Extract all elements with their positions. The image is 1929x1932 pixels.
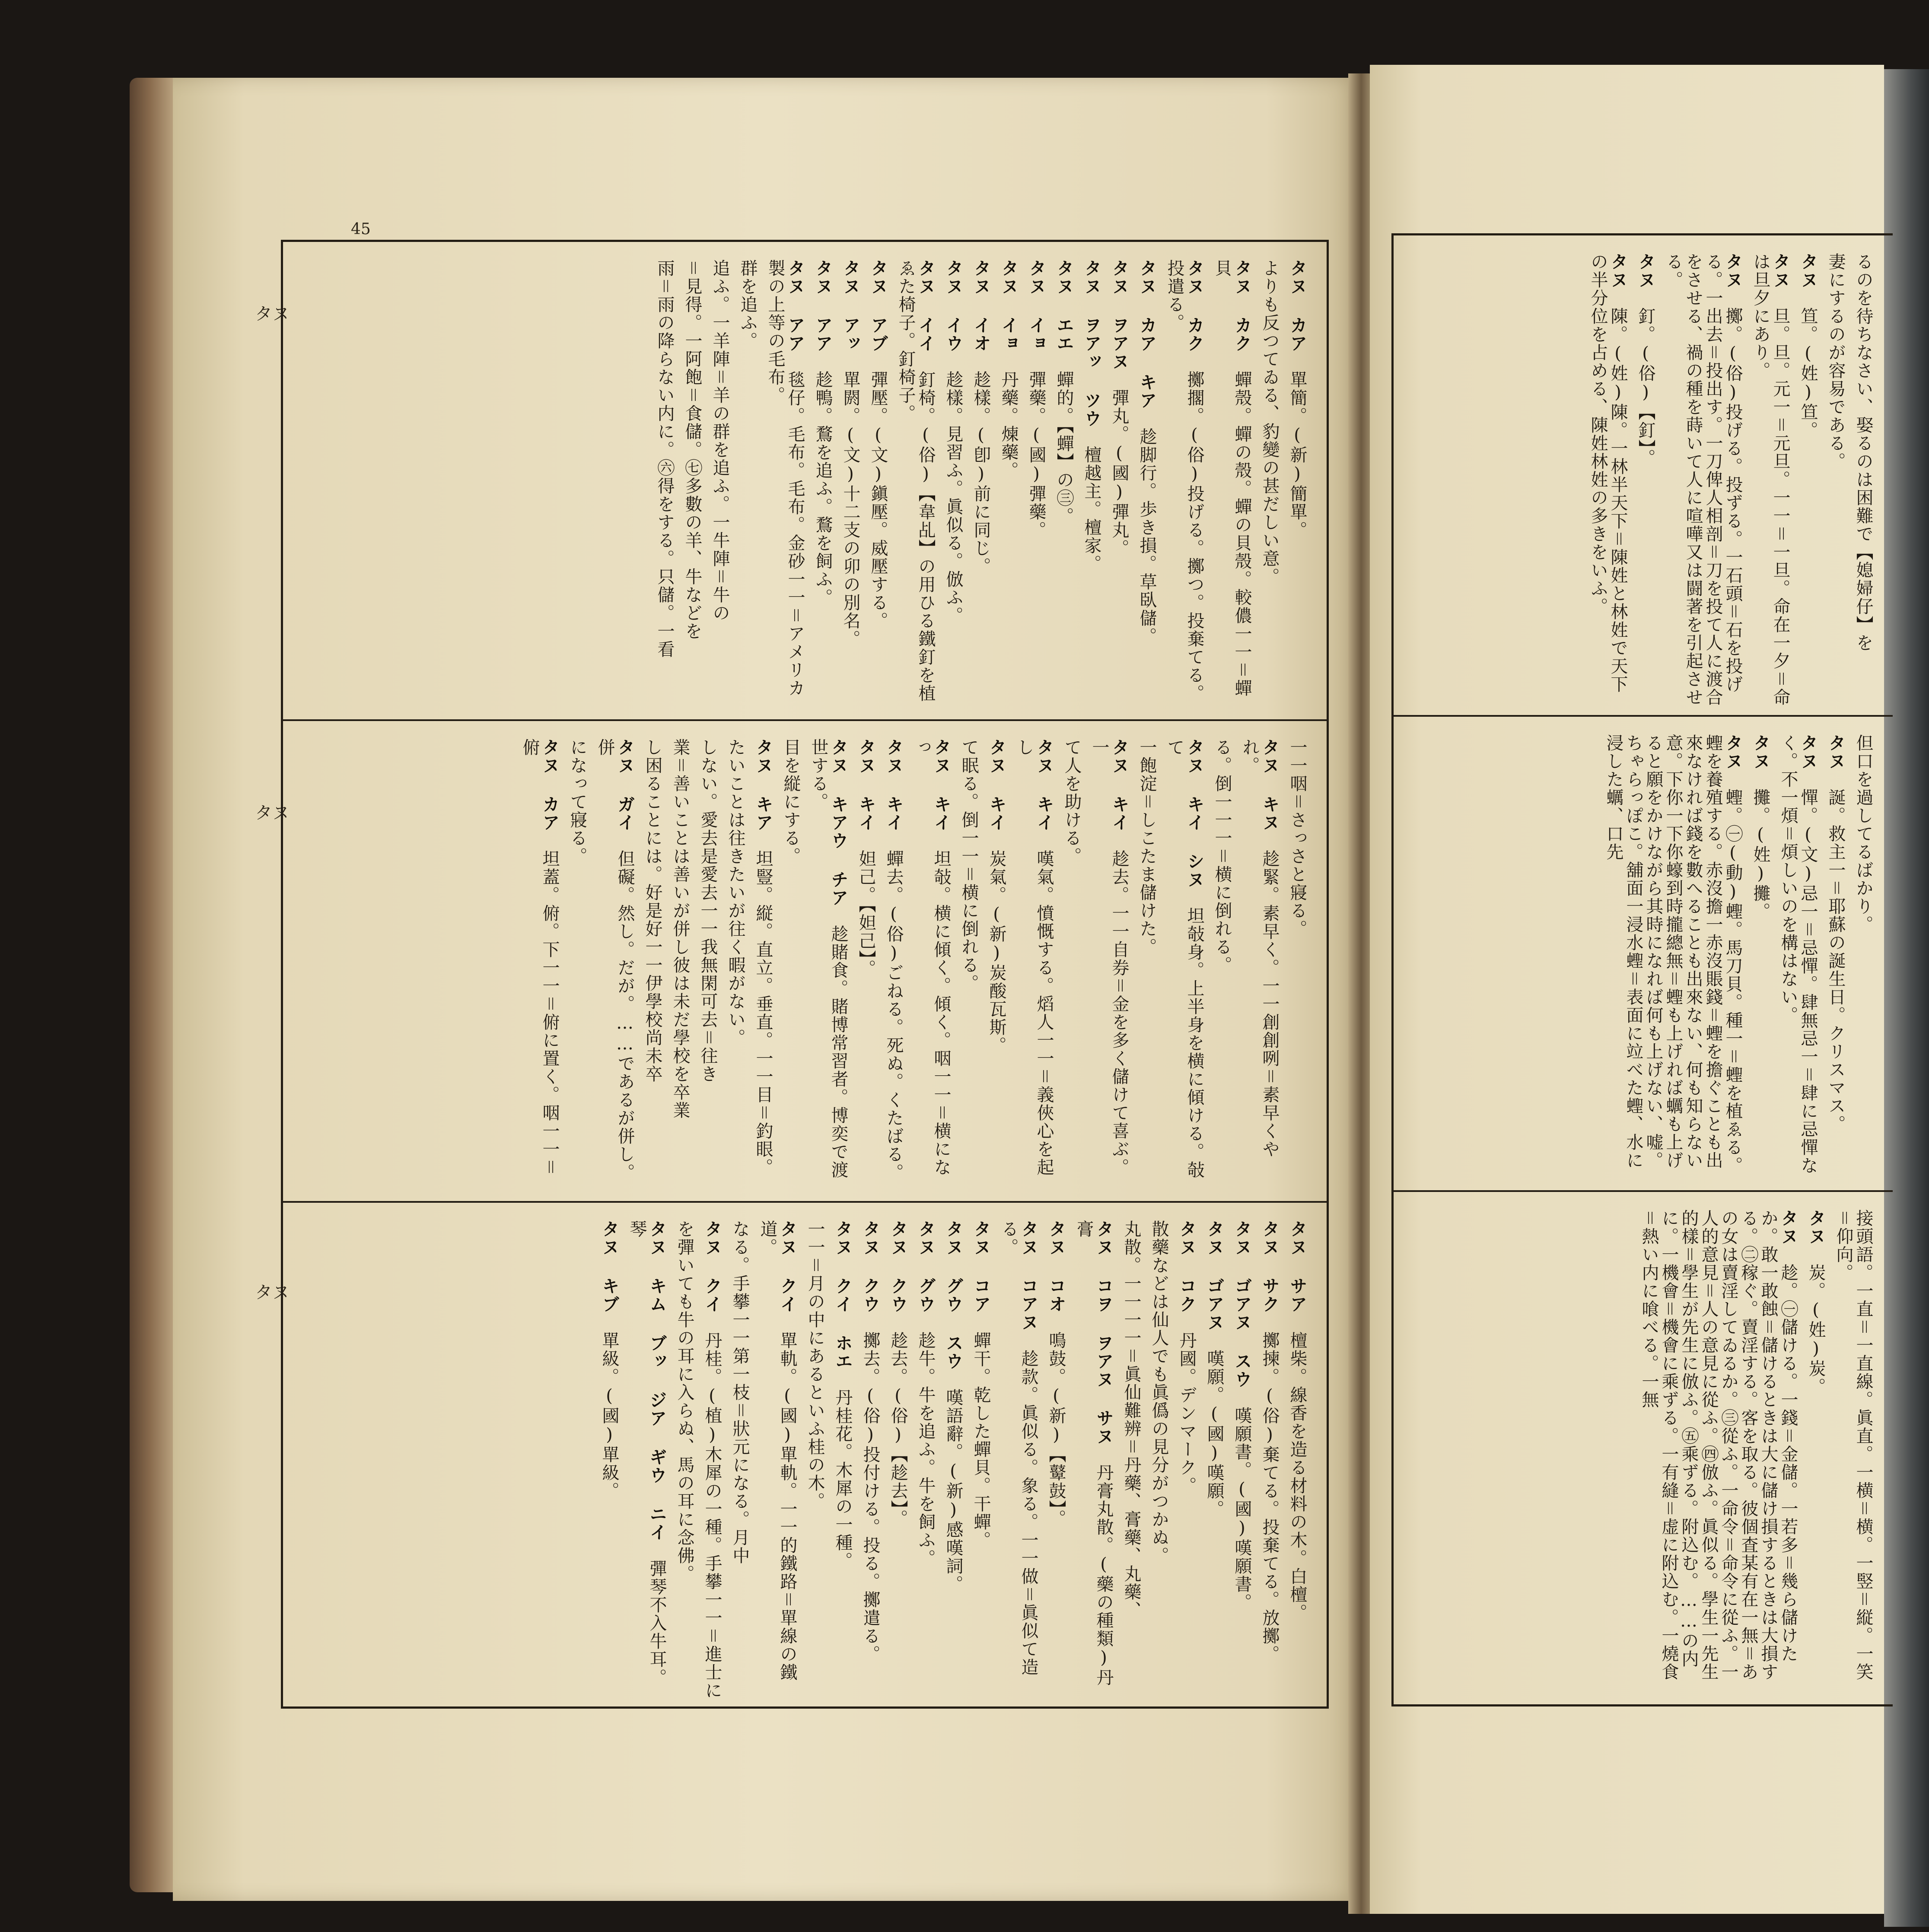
entry-text: 丹膏丸散。(藥の種類)丹膏 [1074, 1220, 1114, 1687]
entry-headword: タヌ [1826, 734, 1846, 770]
entry-headword: タヌ キイ [856, 738, 876, 832]
entry-headword: タヌ [1608, 253, 1628, 289]
dictionary-entry [1212, 259, 1252, 711]
entry-text: 嘆氣。憤慨する。熖人一一＝義俠心を起し [1014, 738, 1054, 1176]
entry-text: 妻にするのが容易である。 [1826, 253, 1846, 470]
dictionary-entry [911, 738, 951, 1192]
entry-headword: タヌ コアヌ [1019, 1220, 1038, 1331]
entry-headword: タヌ キア [753, 738, 773, 832]
entry-text: 趁樣。(卽)前に同じ。 [971, 371, 991, 575]
dictionary-entry [971, 259, 991, 711]
entry-text: 單閼。(文)十二支の卯の別名。 [840, 371, 860, 648]
entry-headword: タヌ ヲアッ ツウ [1082, 259, 1101, 428]
entry-headword: タヌ [1806, 1209, 1826, 1246]
dictionary-entry [1204, 1220, 1224, 1700]
dictionary-entry [1089, 738, 1129, 1192]
dictionary-entry [868, 259, 888, 711]
entry-text: よりも反つてゐる、豹變の甚だしい意。 [1260, 259, 1280, 586]
entry-text: 蟬去。(俗)ごねる。死ぬ。くたばる。 [884, 850, 904, 1182]
entry-text: 趁牛。牛を追ふ。牛を飼ふ。 [916, 1331, 936, 1567]
text-band [1394, 1190, 1893, 1706]
entry-headword: タヌ コク [1177, 1220, 1197, 1313]
entry-headword: タヌ サク [1260, 1220, 1280, 1313]
entry-headword: タヌ エエ [1054, 259, 1074, 353]
entry-headword: タヌ キイ [931, 738, 951, 832]
entry-headword: タヌ クイ ホエ [833, 1220, 853, 1370]
entry-text: 蟬干。乾した蟬貝。干蟬。 [971, 1331, 991, 1549]
dictionary-entry [959, 738, 979, 1192]
entry-text: 嘆願。(國)嘆願。 [1204, 1350, 1224, 1518]
dictionary-entry [698, 738, 718, 1192]
entry-headword: タヌ グウ スウ [943, 1220, 963, 1370]
dictionary-entry [856, 738, 876, 1192]
dictionary-entry [884, 738, 904, 1192]
entry-headword: タヌ [1778, 1209, 1798, 1246]
entry-text: ＝見得。一阿飽＝食儲。㊆多數の羊、牛などを [682, 259, 702, 640]
dictionary-entry [888, 1220, 908, 1700]
dictionary-entry [682, 259, 702, 711]
dictionary-entry [730, 1220, 750, 1700]
entry-headword: タヌ アッ [840, 259, 860, 353]
dictionary-entry [1287, 259, 1307, 711]
dictionary-entry [1109, 259, 1129, 711]
entry-text: 擲。(俗)投げる。投ずる。一石頭＝石を投げる。一出去＝投出す。一刀俾人相剖＝刀を投て人に渡合をさせる、禍の種を蒔いて人に喧嘩又は闘著を引起させる。 [1663, 253, 1743, 706]
entry-headword: タヌ イョ [999, 259, 1019, 353]
dictionary-entry [999, 259, 1019, 711]
dictionary-entry [860, 1220, 880, 1700]
page-number: 45 [351, 220, 371, 238]
entry-headword: タヌ [1770, 253, 1790, 289]
entry-text: しない。愛去是愛去一一我無閑可去＝往き [698, 738, 718, 1083]
entry-text: 嘆語辭。(新)感嘆詞。 [943, 1389, 963, 1593]
dictionary-entry [999, 1220, 1038, 1700]
entry-text: る。倒一一一＝横に倒れる。 [1212, 738, 1232, 974]
entry-text: 炭。(姓)炭。 [1806, 1264, 1826, 1396]
entry-headword: タヌ キアウ チア [828, 738, 848, 907]
entry-text: 鳴鼓。(新)【鼙鼓】。 [1046, 1331, 1066, 1528]
entry-text: 趁去。(俗)【趁去】。 [888, 1331, 908, 1528]
dictionary-entry [1232, 1220, 1252, 1700]
dictionary-entry [1026, 259, 1046, 711]
entry-text: 嘆願書。(國)嘆願書。 [1232, 1407, 1252, 1611]
entry-headword: タヌ キイ [1034, 738, 1054, 832]
dictionary-entry [1046, 1220, 1066, 1700]
dictionary-entry [833, 1220, 853, 1700]
entry-headword: タヌ コオ [1046, 1220, 1066, 1313]
entry-headword: タヌ カア [540, 738, 560, 832]
entry-text: 群を追ふ。 [738, 259, 758, 350]
entry-text: 彈琴不入牛耳。琴 [627, 1220, 667, 1687]
entry-headword: タヌ サア [1287, 1220, 1307, 1313]
dictionary-entry [599, 1220, 619, 1700]
entry-text: 趁。㊀儲ける。一錢＝金儲。一若多＝幾ら儲けたか。敢一敢蝕＝儲けるときは大に儲け損するときは大損する。㊁稼ぐ。賣淫する。客を取る。彼個査某有在一無＝あの女は賣淫してゐるか。㊂從ふ。一命令＝命令に從ふ。一人的意見＝人の意見に從ふ。㊃倣ふ。眞似る。學生一先生的樣＝學生が先生に倣ふ。㊄乘ずる。附込む。……の内に。一機會＝機會に乘ずる。一有縫＝虚に附込む。一燒食＝熱い内に喰べる。一無 [1639, 1209, 1798, 1681]
entry-headword: タヌ カク [1184, 259, 1204, 353]
entry-headword: タヌ キヌ [1260, 738, 1280, 832]
entry-text: て人を助ける。 [1062, 738, 1082, 865]
dictionary-entry [805, 1220, 825, 1700]
dictionary-entry [738, 259, 758, 711]
dictionary-entry [567, 738, 587, 1192]
entry-headword: タヌ キイ [987, 738, 1006, 832]
side-label: タヌ [255, 304, 290, 324]
text-band [1394, 235, 1893, 715]
dictionary-entry [971, 1220, 991, 1700]
entry-text: 一飽淀＝しこたま儲けた。 [1137, 738, 1157, 956]
entry-text: 單級。(國)單級。 [599, 1331, 619, 1500]
entry-headword: タヌ コヲ ヲアヌ サヌ [1094, 1220, 1114, 1446]
dictionary-entry [1260, 259, 1280, 711]
entry-headword: タヌ クイ [777, 1220, 797, 1313]
dictionary-entry [1137, 738, 1157, 1192]
dictionary-entry [643, 738, 662, 1192]
dictionary-entry [1062, 738, 1082, 1192]
text-band [283, 719, 1327, 1201]
entry-text: 誕。救主一＝耶蘇の誕生日。クリスマス。 [1826, 788, 1846, 1133]
entry-text: なる。手攀一一第一枝＝狀元になる。月中 [730, 1220, 750, 1565]
entry-text: 檀越主。檀家。 [1082, 446, 1101, 573]
dictionary-entry [1826, 253, 1846, 706]
entry-text: 蟬的。【蟬】の㊂。 [1054, 371, 1074, 525]
entry-headword: タヌ コア [971, 1220, 991, 1313]
entry-headword: タヌ [1723, 734, 1743, 770]
entry-text: を彈いても牛の耳に入らぬ、馬の耳に念佛。 [675, 1220, 694, 1583]
entry-text: 擲去。(俗)投付ける。投る。擲遣る。 [860, 1331, 880, 1663]
entry-headword: タヌ クウ [860, 1220, 880, 1313]
side-label: タヌ [255, 803, 290, 823]
dictionary-entry [520, 738, 560, 1192]
dictionary-entry [1798, 253, 1818, 706]
dictionary-entry [670, 738, 690, 1192]
entry-text: 坦敧。横に傾く。傾く。咽一一＝横になっ [911, 738, 951, 1176]
entry-headword: タヌ [1723, 253, 1743, 289]
entry-text: 但礙。然し。だが。……であるが併し。併 [595, 738, 635, 1182]
entry-text: 釘椅。(俗)【韋乩】の用ひる鐵釘を植ゑた椅子。釘椅子。 [896, 259, 936, 702]
dictionary-entry [1014, 738, 1054, 1192]
entry-text: 目を縦にする。 [781, 738, 801, 865]
entry-headword: タヌ アア [813, 259, 833, 353]
entry-text: 雨＝雨の降らない内に。㊅得をする。只儲。一看 [655, 259, 675, 658]
entry-text: 追ふ。一羊陣＝羊の群を追ふ。一牛陣＝牛の [710, 259, 730, 622]
entry-text: 旦。旦。元一＝元旦。一一＝一旦。命在一夕＝命は旦夕にあり。 [1751, 253, 1790, 706]
right-page-text-frame [1391, 233, 1893, 1706]
entry-text: 單簡。(新)簡單。 [1287, 371, 1307, 539]
dictionary-entry [1137, 259, 1157, 711]
entry-text: 攤。(姓)攤。 [1751, 788, 1770, 921]
entry-headword: タヌ キイ シヌ [1184, 738, 1204, 889]
entry-headword: タヌ [1798, 253, 1818, 289]
dictionary-entry [726, 738, 745, 1192]
entry-headword: タヌ カク [1232, 259, 1252, 353]
entry-text: 趁賭食。賭博常習者。博奕で渡世する。 [809, 738, 848, 1179]
entry-text: 擲擱。(俗)投げる。擲つ。投棄てる。投遣る。 [1165, 259, 1204, 702]
dictionary-entry [943, 1220, 963, 1700]
entry-text: 趁樣。見習ふ。眞似る。倣ふ。 [943, 371, 963, 625]
dictionary-entry [655, 259, 675, 711]
entry-text: 丹桂花。木犀の一種。 [833, 1389, 853, 1570]
entry-text: たいことは往きたいが往く暇がない。 [726, 738, 745, 1047]
dictionary-entry [1639, 1209, 1798, 1698]
entry-text: 蟬殼。蟬の殼。蟬の貝殼。較儂一一＝蟬貝 [1212, 259, 1252, 697]
dictionary-entry [1663, 253, 1743, 706]
dictionary-entry [1287, 1220, 1307, 1700]
entry-headword: タヌ [1636, 253, 1655, 289]
entry-headword: タヌ ゴアヌ [1204, 1220, 1224, 1331]
dictionary-entry [1604, 734, 1743, 1182]
entry-text: て眠る。倒一一＝横に倒れる。 [959, 738, 979, 992]
entry-text: 檀柴。線香を造る材料の木。白檀。 [1287, 1331, 1307, 1622]
dictionary-entry [1826, 734, 1846, 1182]
side-label: タヌ [255, 1283, 290, 1303]
dictionary-entry [1853, 734, 1873, 1182]
entry-text: 丸散。一一一一＝眞仙難辨＝丹藥、膏藥、丸藥、 [1121, 1220, 1141, 1619]
entry-text: 彈壓。(文)鎭壓。威壓する。 [868, 371, 888, 630]
entry-text: 彈丸。(國)彈丸。 [1109, 389, 1129, 557]
entry-headword: タヌ アア [785, 259, 805, 353]
entry-text: 單軌。(國)單軌。一一的鐵路＝單線の鐵道。 [758, 1220, 797, 1681]
entry-text: 擲揀。(俗)棄てる。投棄てる。放擲。 [1260, 1331, 1280, 1663]
entry-text: 丹國。デンマーク。 [1177, 1331, 1197, 1495]
dictionary-entry [1212, 738, 1232, 1192]
entry-headword: タヌ キイ [1109, 738, 1129, 832]
dictionary-entry [1636, 253, 1655, 706]
dictionary-entry [1121, 1220, 1141, 1700]
entry-headword: タヌ ガイ [615, 738, 635, 832]
dictionary-entry [627, 1220, 667, 1700]
entry-headword: タヌ ヲアヌ [1109, 259, 1129, 371]
dictionary-entry [1054, 259, 1074, 711]
entry-text: 丹藥。煉藥。 [999, 371, 1019, 480]
entry-text: るのを待ちなさい、娶るのは困難で【媳婦仔】を [1853, 253, 1873, 652]
dictionary-entry [1287, 738, 1307, 1192]
dictionary-entry [1853, 253, 1873, 706]
entry-text: 笪。(姓)笪。 [1798, 307, 1818, 439]
dictionary-entry [753, 738, 773, 1192]
entry-text: 釘。(俗)【釘】。 [1636, 307, 1655, 467]
entry-headword: タヌ キブ [599, 1220, 619, 1313]
dictionary-entry [943, 259, 963, 711]
entry-headword: タヌ ゴアヌ スウ [1232, 1220, 1252, 1389]
left-page-text-frame [281, 240, 1329, 1709]
dictionary-entry [781, 738, 801, 1192]
dictionary-entry [1751, 253, 1790, 706]
entry-text: 妲己。【妲己】。 [856, 850, 876, 978]
entry-headword: タヌ イョ [1026, 259, 1046, 353]
dictionary-entry [1074, 1220, 1114, 1700]
entry-text: 趁鴨。鶩を追ふ。鶩を飼ふ。 [813, 371, 833, 607]
dictionary-entry [1751, 734, 1770, 1182]
entry-text: になって寢る。 [567, 738, 587, 865]
dictionary-entry [1177, 1220, 1197, 1700]
entry-headword: タヌ キイ [884, 738, 904, 832]
entry-text: 散藥などは仙人でも眞僞の見分がつかぬ。 [1149, 1220, 1169, 1565]
entry-text: 一一＝月の中にあるといふ桂の木。 [805, 1220, 825, 1510]
dictionary-entry [916, 1220, 936, 1700]
text-band [283, 242, 1327, 719]
dictionary-entry [710, 259, 730, 711]
text-band [1394, 715, 1893, 1190]
entry-headword: タヌ キム ブッ ジア ギウ ニイ [647, 1220, 667, 1541]
entry-text: 坦豎。縦。直立。垂直。一一目＝釣眼。 [753, 850, 773, 1176]
dictionary-entry [896, 259, 936, 711]
entry-text: 坦蓋。俯。下一一＝俯に置く。咽一一＝俯 [520, 738, 560, 1176]
dictionary-entry [1082, 259, 1101, 711]
entry-headword: タヌ イオ [971, 259, 991, 353]
entry-text: 陳。(姓)陳。一林半天下＝陳姓と林姓で天下の半分位を占める、陳姓林姓の多きをいふ。 [1588, 253, 1628, 693]
entry-text: 趁款。眞似る。象る。一一做＝眞似て造る。 [999, 1220, 1038, 1676]
dictionary-entry [758, 1220, 797, 1700]
entry-text: 接頭語。一直＝一直線。眞直。一横＝横。一竪＝縦。一笑＝仰向。 [1834, 1209, 1873, 1681]
entry-text: 蟶。㊀(動)蟶。馬刀貝。種一＝蟶を植ゑる。蟶を養殖する。赤沒擔一赤沒賬錢＝蟶を擔ぐことも出來なければ錢を數へることも出來ない、何も知らない意。下你一下你蠔到時攏總無＝蟶も上げれば蠣も上げると願をかけながら其時になれば何も上げない、嘘。ちゃらっぽこ。舖面一浸水蟶＝表面に竝べた蟶、水に浸した蠣、口先 [1604, 734, 1743, 1175]
entry-text: 丹桂。(植)木犀の一種。手攀一一＝進士に [702, 1331, 722, 1700]
dictionary-entry [595, 738, 635, 1192]
text-band [283, 1201, 1327, 1709]
entry-text: 憚。(文)忌一＝忌憚。肆無忌一＝肆に忌憚なく。不一煩＝煩しいのを構はない。 [1778, 734, 1818, 1175]
entry-text: 趁緊。素早く。一一創創咧＝素早くやれ。 [1240, 738, 1280, 1158]
dictionary-entry [1588, 253, 1628, 706]
dictionary-entry [987, 738, 1006, 1192]
entry-headword: タヌ イイ [916, 259, 936, 353]
dictionary-entry [809, 738, 848, 1192]
entry-headword: タヌ カア [1287, 259, 1307, 353]
entry-text: 但口を過してるばかり。 [1853, 734, 1873, 934]
dictionary-entry [1165, 259, 1204, 711]
dictionary-entry [1165, 738, 1204, 1192]
entry-headword: タヌ グウ [916, 1220, 936, 1313]
entry-text: 一一咽＝さっさと寢る。 [1287, 738, 1307, 938]
dictionary-entry [1149, 1220, 1169, 1700]
entry-headword: タヌ クイ [702, 1220, 722, 1313]
dictionary-entry [675, 1220, 694, 1700]
entry-headword: タヌ イウ [943, 259, 963, 353]
dictionary-entry [840, 259, 860, 711]
entry-text: 趁脚行。歩き損。草臥儲。 [1137, 428, 1157, 645]
entry-headword: タヌ クウ [888, 1220, 908, 1313]
entry-headword: タヌ アブ [868, 259, 888, 353]
entry-text: し困ることには。好是好一一伊學校尚未卒 [643, 738, 662, 1083]
dictionary-entry [1834, 1209, 1873, 1698]
dictionary-entry [1240, 738, 1280, 1192]
entry-text: 坦敧身。上半身を横に傾ける。敧て [1165, 738, 1204, 1179]
entry-text: 趁去。一一自券＝金を多く儲けて喜ぶ。一 [1089, 738, 1129, 1176]
entry-text: 彈藥。(國)彈藥。 [1026, 371, 1046, 539]
dictionary-entry [765, 259, 805, 711]
dictionary-entry [702, 1220, 722, 1700]
entry-text: 炭氣。(新)炭酸瓦斯。 [987, 850, 1006, 1055]
dictionary-entry [1778, 734, 1818, 1182]
dictionary-entry [1806, 1209, 1826, 1698]
entry-text: 業＝善いことは善いが併し彼は未だ學校を卒業 [670, 738, 690, 1119]
entry-headword: タヌ カア キア [1137, 259, 1157, 410]
entry-text: 毯仔。毛布。毛布。金砂一一＝アメリカ製の上等の毛布。 [765, 259, 805, 697]
entry-headword: タヌ [1751, 734, 1770, 770]
dictionary-entry [1260, 1220, 1280, 1700]
dictionary-entry [813, 259, 833, 711]
entry-headword: タヌ [1798, 734, 1818, 770]
